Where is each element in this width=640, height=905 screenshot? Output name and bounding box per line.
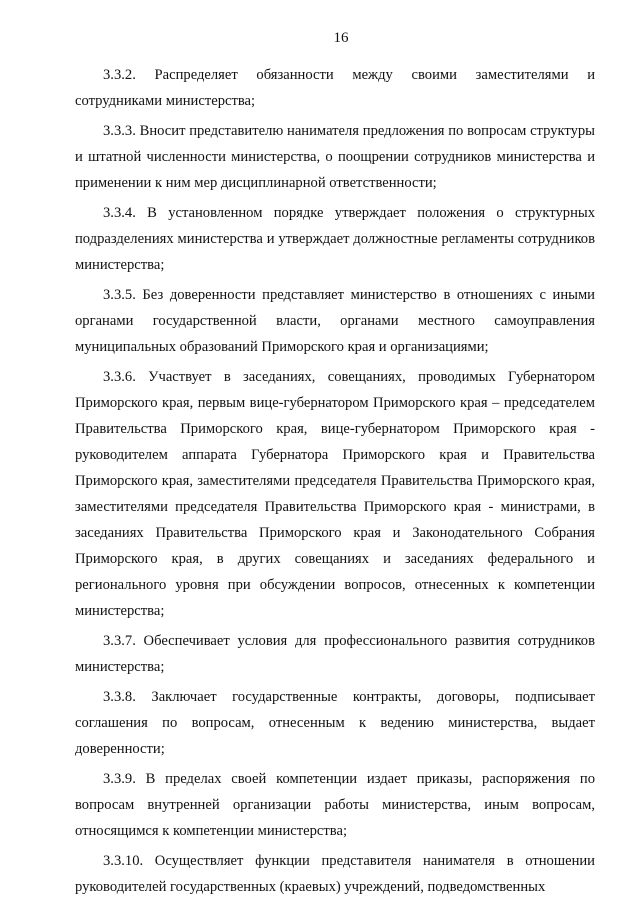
paragraph-3-3-8: 3.3.8. Заключает государственные контракты, договоры, подписывает соглашения по вопросам, отнесенным к ведению министерства, выдает доверенности; — [75, 689, 595, 757]
paragraph-3-3-3: 3.3.3. Вносит представителю нанимателя предложения по вопросам структуры и штатной численности министерства, о поощрении сотрудников министерства и применении к ним мер дисциплинарной ответственности; — [75, 123, 595, 191]
paragraph-3-3-6: 3.3.6. Участвует в заседаниях, совещаниях, проводимых Губернатором Приморского края, первым вице-губернатором Приморского края – председателем Правительства Приморского края, вице-губернатором Приморского края - руководителем аппарата Губернатора Приморского края и Правительства Приморского края, заместителями председателя Правительства Приморского края, заместителями председателя Правительства Приморского края - министрами, в заседаниях Правительства Приморского края и Законодательного Собрания Приморского края, в других совещаниях и заседаниях федерального и регионального уровня при обсуждении вопросов, отнесенных к компетенции министерства; — [75, 369, 595, 619]
page-number: 16 — [333, 30, 349, 46]
paragraph-3-3-2: 3.3.2. Распределяет обязанности между своими заместителями и сотрудниками министерства; — [75, 67, 595, 109]
paragraph-3-3-4: 3.3.4. В установленном порядке утверждает положения о структурных подразделениях министерства и утверждает должностные регламенты сотрудников министерства; — [75, 205, 595, 273]
paragraph-3-3-9: 3.3.9. В пределах своей компетенции издает приказы, распоряжения по вопросам внутренней организации работы министерства, иным вопросам, относящимся к компетенции министерства; — [75, 771, 595, 839]
paragraph-3-3-7: 3.3.7. Обеспечивает условия для профессионального развития сотрудников министерства; — [75, 633, 595, 675]
paragraph-3-3-5: 3.3.5. Без доверенности представляет министерство в отношениях с иными органами государственной власти, органами местного самоуправления муниципальных образований Приморского края и организациями; — [75, 287, 595, 355]
paragraph-3-3-10: 3.3.10. Осуществляет функции представителя нанимателя в отношении руководителей государственных (краевых) учреждений, подведомственных — [75, 853, 595, 895]
